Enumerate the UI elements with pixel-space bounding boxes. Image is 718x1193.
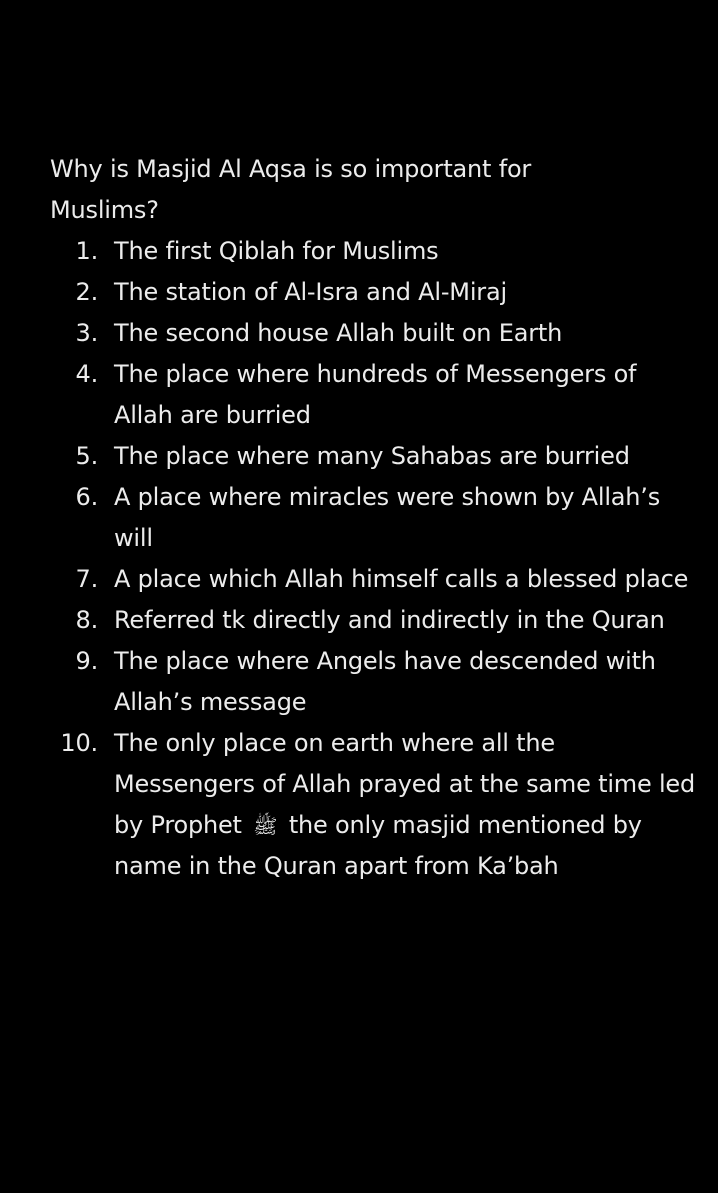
item-number: 3.: [75, 319, 98, 347]
salawat-calligraphy: ﷺ: [253, 814, 278, 838]
list-item: [50, 272, 700, 313]
list-item: [50, 313, 700, 354]
list-item: [50, 641, 700, 723]
item-text: The station of Al-Isra and Al-Miraj: [114, 278, 507, 306]
item-text-before-salawat: The only place on earth where all the Messengers of Allah prayed at the same time led by Prophet: [114, 729, 696, 839]
reasons-list: [50, 231, 700, 887]
item-number: 4.: [75, 360, 98, 388]
item-number: 2.: [75, 278, 98, 306]
item-text: The place where Angels have descended with Allah’s message: [114, 647, 656, 716]
item-text: A place where miracles were shown by Allah’s will: [114, 483, 661, 552]
item-text: The second house Allah built on Earth: [114, 319, 563, 347]
item-number: 1.: [75, 237, 98, 265]
item-text-after-salawat: the only masjid mentioned by name in the Quran apart from Ka’bah: [114, 811, 642, 880]
list-item: [50, 559, 700, 600]
list-item: [50, 723, 700, 887]
item-text: The place where hundreds of Messengers of Allah are burried: [114, 360, 637, 429]
item-number: 5.: [75, 442, 98, 470]
list-item: [50, 354, 700, 436]
item-number: 6.: [75, 483, 98, 511]
item-number: 8.: [75, 606, 98, 634]
list-item: [50, 600, 700, 641]
item-number: 9.: [75, 647, 98, 675]
list-item: [50, 231, 700, 272]
list-item: [50, 477, 700, 559]
item-text: A place which Allah himself calls a blessed place: [114, 565, 689, 593]
item-number: 7.: [75, 565, 98, 593]
item-text: The place where many Sahabas are burried: [114, 442, 630, 470]
item-text: Referred tk directly and indirectly in the Quran: [114, 606, 665, 634]
post-text: [50, 149, 700, 887]
item-text: The first Qiblah for Muslims: [114, 237, 439, 265]
item-number: 10.: [60, 729, 98, 757]
question-heading: Why is Masjid Al Aqsa is so important for Muslims?: [50, 155, 532, 224]
list-item: [50, 436, 700, 477]
